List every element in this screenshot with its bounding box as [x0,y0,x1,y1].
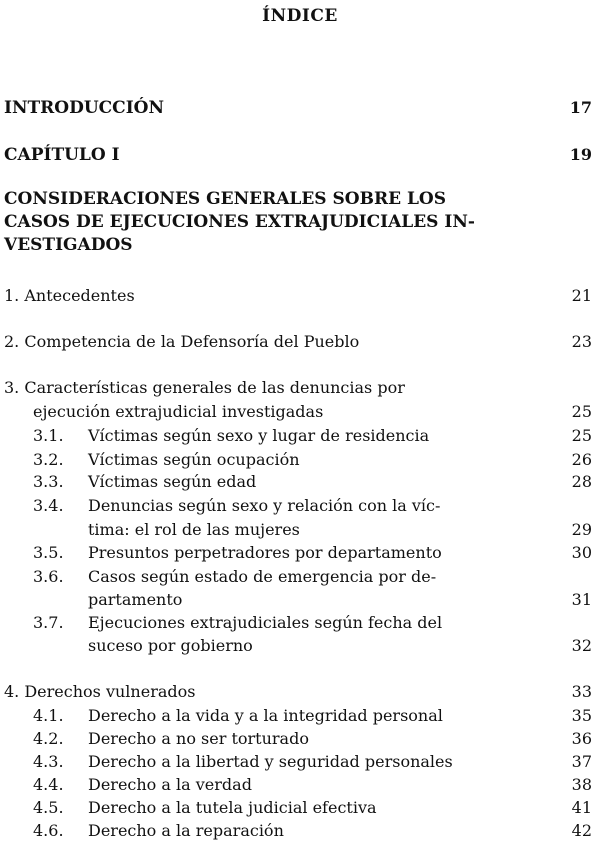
toc-entry-number: 3.2. [33,450,64,469]
toc-entry-page: 23 [571,332,592,351]
toc-entry-number: 4.3. [33,752,64,771]
toc-entry-label: Derecho a no ser torturado [88,729,309,748]
toc-entry-page: 29 [571,520,592,539]
toc-entry-label: Derecho a la libertad y seguridad personales [88,752,453,771]
chapter-title-line: VESTIGADOS [4,235,133,255]
toc-entry-label: Derecho a la tutela judicial efectiva [88,798,377,817]
toc-entry-label: Víctimas según edad [88,472,257,491]
toc-entry-label: Víctimas según ocupación [88,450,300,469]
toc-entry-number: 3.6. [33,567,64,586]
chapter-title-line: CASOS DE EJECUCIONES EXTRAJUDICIALES IN- [4,212,475,232]
toc-entry-number: 3.4. [33,496,64,515]
toc-entry-label: Víctimas según sexo y lugar de residencia [88,426,430,445]
toc-entry-label: suceso por gobierno [88,636,253,655]
toc-entry-label: 1. Antecedentes [4,286,135,305]
toc-entry-page: 42 [571,821,592,840]
toc-entry-label: INTRODUCCIÓN [4,98,165,118]
toc-entry-page: 37 [571,752,592,771]
chapter-title-line: CONSIDERACIONES GENERALES SOBRE LOS [4,189,446,209]
toc-entry-number: 3.7. [33,613,64,632]
toc-entry-label: ejecución extrajudicial investigadas [33,402,324,421]
toc-entry-page: 25 [571,402,592,421]
toc-entry-label: 2. Competencia de la Defensoría del Pueblo [4,332,360,351]
toc-entry-number: 3.5. [33,543,64,562]
toc-entry-number: 4.6. [33,821,64,840]
toc-entry-page: 36 [571,729,592,748]
toc-entry-page: 38 [571,775,592,794]
page-title: ÍNDICE [262,6,338,26]
toc-entry-page: 33 [571,682,592,701]
toc-entry-page: 21 [571,286,592,305]
toc-entry-page: 30 [571,543,592,562]
toc-entry-page: 35 [571,706,592,725]
toc-entry-page: 28 [571,472,592,491]
toc-entry-page: 19 [569,145,592,164]
toc-entry-label: partamento [88,590,183,609]
toc-entry-number: 4.5. [33,798,64,817]
toc-entry-label: Derecho a la reparación [88,821,284,840]
toc-entry-page: 41 [571,798,592,817]
toc-entry-number: 4.4. [33,775,64,794]
chapter-title [4,188,544,257]
toc-entry-page: 31 [571,590,592,609]
toc-entry-page: 25 [571,426,592,445]
toc-entry-label: 4. Derechos vulnerados [4,682,196,701]
toc-entry-label: Presuntos perpetradores por departamento [88,543,442,562]
toc-entry-page: 17 [569,98,592,117]
toc-entry-label: Ejecuciones extrajudiciales según fecha del [88,613,443,632]
toc-entry-label: 3. Características generales de las denuncias por [4,378,405,397]
toc-entry-number: 4.1. [33,706,64,725]
toc-entry-label: CAPÍTULO I [4,145,120,165]
toc-entry-number: 3.3. [33,472,64,491]
toc-entry-label: Casos según estado de emergencia por de- [88,567,437,586]
toc-entry-label: Denuncias según sexo y relación con la víc- [88,496,441,515]
toc-entry-page: 32 [571,636,592,655]
toc-entry-number: 3.1. [33,426,64,445]
toc-entry-number: 4.2. [33,729,64,748]
toc-entry-label: Derecho a la verdad [88,775,252,794]
toc-entry-label: tima: el rol de las mujeres [88,520,300,539]
toc-entry-page: 26 [571,450,592,469]
toc-entry-label: Derecho a la vida y a la integridad personal [88,706,443,725]
